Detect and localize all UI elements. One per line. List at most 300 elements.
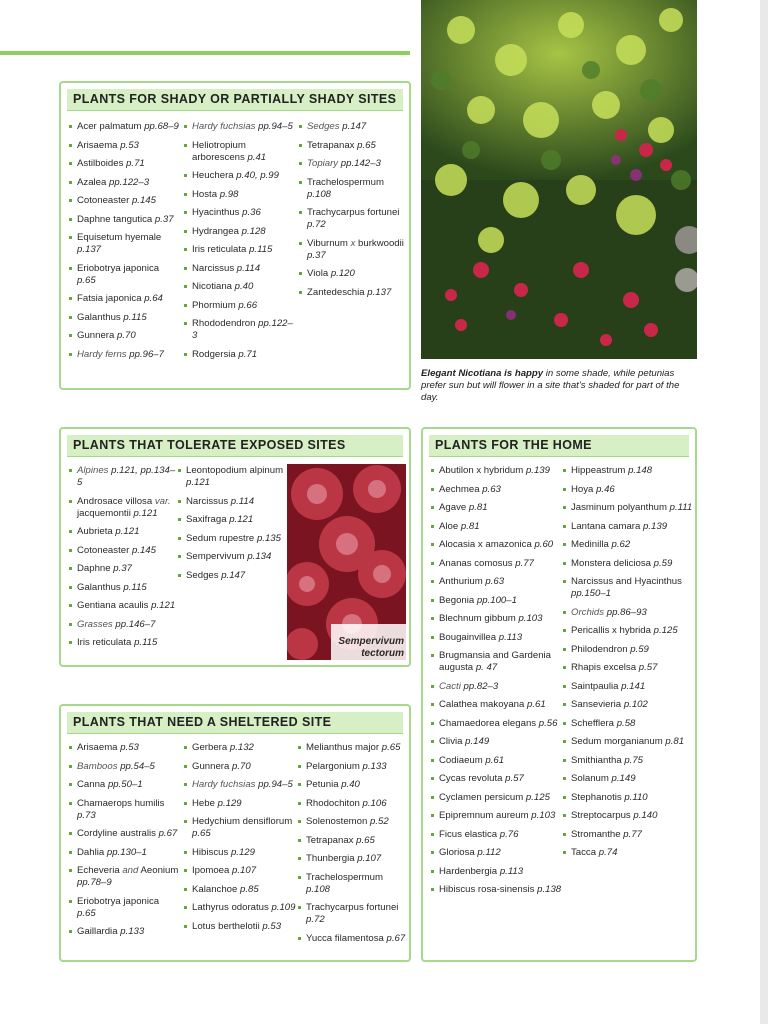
plant-list-item bbox=[562, 607, 694, 619]
plant-name: Heliotropium arborescens bbox=[192, 139, 246, 163]
plant-name: Arisaema bbox=[77, 139, 118, 151]
page-reference: p.141 bbox=[621, 680, 646, 692]
plant-list-item bbox=[68, 214, 180, 226]
plant-list-item bbox=[68, 232, 180, 256]
plant-name: Saxifraga bbox=[186, 514, 227, 525]
plant-list-item bbox=[430, 792, 562, 804]
plant-name-connector: x bbox=[350, 237, 356, 249]
plant-name: Narcissus and Hyacinthus bbox=[571, 576, 682, 587]
page-reference: p.113 bbox=[499, 865, 524, 877]
plant-name: Ficus elastica bbox=[439, 828, 498, 840]
plant-list-item bbox=[430, 632, 562, 644]
plant-name: Trachelospermum bbox=[307, 176, 384, 188]
page-reference: p.125 bbox=[525, 791, 550, 803]
plant-list-item bbox=[68, 465, 180, 489]
page-reference: p.147 bbox=[221, 569, 246, 581]
plant-name: Narcissus bbox=[192, 262, 235, 274]
plant-name: Hardy ferns bbox=[77, 348, 127, 360]
exposed-col-2 bbox=[177, 465, 285, 588]
page-reference: pp.54–5 bbox=[120, 760, 155, 772]
page-reference: p.66 bbox=[238, 299, 258, 311]
page-reference: p.81 bbox=[460, 520, 480, 532]
plant-name: Gunnera bbox=[77, 330, 115, 341]
page-reference: p.46 bbox=[596, 483, 615, 495]
plant-name: Hebe bbox=[192, 797, 215, 809]
plant-name: Cordyline australis bbox=[77, 828, 156, 839]
page-reference: p.72 bbox=[307, 219, 326, 230]
page-reference: p.53 bbox=[120, 742, 139, 753]
page-reference: p.62 bbox=[611, 539, 631, 550]
page-reference: pp.122–3 bbox=[109, 176, 150, 188]
page-reference: pp.86–93 bbox=[606, 606, 647, 618]
plant-name: Anthurium bbox=[439, 576, 483, 587]
plant-name: Blechnum gibbum bbox=[439, 613, 516, 624]
plant-list-item bbox=[430, 484, 562, 496]
plant-list-item bbox=[183, 189, 298, 201]
plant-list-item bbox=[298, 140, 406, 152]
page-reference: p.139 bbox=[643, 520, 668, 532]
page-reference: p.57 bbox=[638, 662, 658, 673]
plant-name: Lantana camara bbox=[571, 520, 641, 532]
plant-name: Hydrangea bbox=[192, 225, 239, 237]
plant-name: Sedum rupestre bbox=[186, 532, 255, 544]
page-reference: p.114 bbox=[236, 262, 261, 274]
sempervivum-photo bbox=[287, 464, 406, 660]
page-reference: p.148 bbox=[628, 465, 653, 476]
plant-list-item bbox=[297, 742, 407, 754]
page-reference: p.102 bbox=[623, 699, 648, 710]
nicotiana-caption bbox=[421, 368, 697, 404]
page-reference: p.109 bbox=[271, 902, 296, 913]
plant-list-item bbox=[183, 798, 296, 810]
page-reference: p.129 bbox=[230, 846, 255, 858]
plant-name: Yucca filamentosa bbox=[306, 932, 384, 944]
home-plants-title: PLANTS FOR THE HOME bbox=[435, 438, 592, 452]
page-reference: p.53 bbox=[120, 139, 139, 151]
plant-name: Alpines bbox=[77, 465, 109, 476]
page-reference: p.103 bbox=[531, 810, 556, 821]
caption-text: in some shade, while petunias prefer sun but will flower in a site that’s shaded for part of the day. bbox=[421, 368, 680, 403]
page-reference: p.56 bbox=[538, 717, 558, 729]
page-reference: p.63 bbox=[482, 483, 501, 495]
page-reference: p.121 bbox=[151, 600, 176, 611]
plant-list-item bbox=[562, 792, 694, 804]
page-reference: p.65 bbox=[356, 834, 375, 846]
page-reference: p.72 bbox=[306, 914, 325, 925]
plant-name: Aechmea bbox=[439, 483, 480, 495]
plant-list-item bbox=[68, 865, 180, 889]
shady-sites-box bbox=[59, 81, 411, 390]
page-reference: p.121, pp.134–5 bbox=[77, 465, 176, 488]
plant-list-item bbox=[68, 330, 180, 342]
plant-list-item bbox=[177, 570, 285, 582]
page-reference: p.57 bbox=[505, 773, 524, 784]
plant-list-item bbox=[562, 465, 694, 477]
plant-list-item bbox=[68, 798, 180, 822]
plant-list-item bbox=[183, 170, 298, 182]
plant-list-item bbox=[68, 847, 180, 859]
page-reference: p.139 bbox=[525, 465, 550, 476]
plant-list-item bbox=[562, 576, 694, 600]
plant-list-item bbox=[430, 755, 562, 767]
plant-name: Trachycarpus fortunei bbox=[306, 902, 399, 913]
plant-list-item bbox=[68, 761, 180, 773]
plant-list-item bbox=[430, 558, 562, 570]
page-reference: p.134 bbox=[247, 551, 272, 562]
plant-name: Lathyrus odoratus bbox=[192, 902, 269, 913]
page-reference: p.108 bbox=[307, 188, 332, 200]
plant-list-item bbox=[297, 933, 407, 945]
plant-list-item bbox=[562, 644, 694, 656]
page-reference: p.120 bbox=[330, 268, 355, 279]
plant-list-item bbox=[183, 847, 296, 859]
plant-name: Kalanchoe bbox=[192, 883, 238, 895]
page-reference: p.36 bbox=[242, 207, 261, 218]
page-reference: p.77 bbox=[515, 557, 534, 569]
plant-name: Petunia bbox=[306, 779, 339, 790]
plant-name: Azalea bbox=[77, 176, 107, 188]
plant-name: Trachelospermum bbox=[306, 871, 383, 883]
shady-col-3 bbox=[298, 121, 406, 305]
plant-name: Echeveria bbox=[77, 865, 120, 876]
plant-name-part: burkwoodii bbox=[358, 237, 404, 249]
plant-list-item bbox=[562, 810, 694, 822]
plant-name: Hippeastrum bbox=[571, 465, 626, 476]
page-reference: pp.100–1 bbox=[476, 594, 517, 606]
page-reference: p.103 bbox=[518, 613, 543, 624]
page-reference: p.71 bbox=[126, 158, 145, 169]
plant-list-item bbox=[68, 140, 180, 152]
page-reference: p.106 bbox=[362, 797, 387, 809]
page-reference: p.67 bbox=[158, 828, 178, 839]
plant-list-item bbox=[430, 502, 562, 514]
nicotiana-image bbox=[421, 0, 697, 359]
plant-list-item bbox=[68, 177, 180, 189]
plant-list-item bbox=[430, 699, 562, 711]
plant-list-item bbox=[177, 496, 285, 508]
plant-name-part: Aeonium bbox=[140, 865, 179, 876]
page-reference: p.65 bbox=[381, 742, 401, 753]
plant-list-item bbox=[430, 576, 562, 588]
plant-name: Cyclamen persicum bbox=[439, 791, 524, 803]
plant-name: Rhododendron bbox=[192, 318, 256, 329]
exposed-sites-box bbox=[59, 427, 411, 667]
plant-list-item bbox=[430, 829, 562, 841]
plant-name: Streptocarpus bbox=[571, 810, 631, 821]
page-reference: p.37 bbox=[154, 213, 174, 225]
plant-list-item bbox=[430, 539, 562, 551]
plant-list-item bbox=[183, 884, 296, 896]
plant-name: Hardy fuchsias bbox=[192, 779, 256, 790]
plant-list-item bbox=[183, 318, 298, 342]
page-reference: pp.142–3 bbox=[340, 158, 381, 169]
page-edge bbox=[760, 0, 768, 1024]
plant-name: Phormium bbox=[192, 299, 236, 311]
plant-list-item bbox=[430, 847, 562, 859]
plant-name: Thunbergia bbox=[306, 853, 355, 864]
sempervivum-label bbox=[338, 636, 404, 660]
plant-name: Astilboides bbox=[77, 158, 124, 169]
page-reference: p.61 bbox=[527, 699, 546, 710]
page-reference: p.111 bbox=[669, 502, 693, 513]
plant-name: Viola bbox=[307, 268, 329, 279]
plant-name: Sedges bbox=[307, 121, 340, 132]
plant-name: Hibiscus bbox=[192, 846, 229, 858]
plant-name: Rhodochiton bbox=[306, 797, 360, 809]
plant-list-item bbox=[562, 681, 694, 693]
plant-name: Hoya bbox=[571, 483, 594, 495]
page-reference: p.145 bbox=[131, 544, 156, 556]
plant-list-item bbox=[297, 853, 407, 865]
page-reference: pp.130–1 bbox=[106, 846, 147, 858]
plant-name: Ananas comosus bbox=[439, 557, 513, 569]
plant-name: Smithiantha bbox=[571, 754, 622, 766]
page-reference: pp.82–3 bbox=[463, 680, 499, 692]
plant-list-item bbox=[297, 835, 407, 847]
plant-list-item bbox=[177, 514, 285, 526]
page-reference: p.73 bbox=[77, 809, 96, 821]
page-reference: pp.50–1 bbox=[107, 779, 143, 790]
page-reference: p.61 bbox=[485, 754, 505, 766]
sheltered-site-header bbox=[67, 712, 403, 734]
plant-name: Stephanotis bbox=[571, 791, 622, 803]
page-reference: p.149 bbox=[465, 736, 490, 747]
plant-list-item bbox=[183, 865, 296, 877]
page-reference: p. 47 bbox=[475, 662, 498, 673]
page-reference: pp.78–9 bbox=[77, 877, 112, 888]
page-reference: p.113 bbox=[498, 631, 523, 643]
plant-list-item bbox=[297, 816, 407, 828]
plant-list-item bbox=[430, 595, 562, 607]
plant-list-item bbox=[430, 736, 562, 748]
plant-name: Gaillardia bbox=[77, 926, 118, 937]
page-reference: p.67 bbox=[386, 932, 406, 944]
page-reference: pp.94–5 bbox=[258, 779, 293, 790]
plant-list-item bbox=[183, 300, 298, 312]
plant-list-item bbox=[562, 699, 694, 711]
plant-list-item bbox=[68, 926, 180, 938]
plant-list-item bbox=[68, 121, 180, 133]
plant-name: Dahlia bbox=[77, 846, 105, 858]
plant-list-item bbox=[562, 539, 694, 551]
plant-list-item bbox=[68, 779, 180, 791]
page-reference: p.112 bbox=[477, 847, 501, 858]
page-reference: p.125 bbox=[653, 625, 678, 636]
plant-name: Pericallis x hybrida bbox=[571, 625, 651, 636]
plant-name: Rhapis excelsa bbox=[571, 662, 637, 673]
plant-name: Sedum morganianum bbox=[571, 736, 663, 747]
sheltered-site-title: PLANTS THAT NEED A SHELTERED SITE bbox=[73, 715, 332, 729]
plant-name: Cycas revoluta bbox=[439, 773, 503, 784]
plant-name: Melianthus major bbox=[306, 742, 380, 753]
plant-name: Hardenbergia bbox=[439, 865, 498, 877]
page-reference: p.65 bbox=[77, 907, 96, 919]
page-reference: p.65 bbox=[77, 274, 96, 286]
page-reference: pp.96–7 bbox=[129, 348, 164, 360]
page-reference: p.59 bbox=[653, 557, 673, 569]
plant-list-item bbox=[68, 637, 180, 649]
plant-name: Orchids bbox=[571, 606, 605, 618]
plant-name: Sedges bbox=[186, 569, 219, 581]
plant-name: Topiary bbox=[307, 158, 339, 169]
plant-name: Canna bbox=[77, 779, 106, 790]
plant-name: Heuchera bbox=[192, 170, 234, 181]
page-reference: p.115 bbox=[123, 581, 147, 593]
page-reference: p.40, p.99 bbox=[236, 170, 279, 181]
plant-name: Bougainvillea bbox=[439, 631, 497, 643]
page-reference: p.128 bbox=[241, 225, 266, 237]
plant-list-item bbox=[183, 779, 296, 791]
page-reference: p.133 bbox=[120, 926, 145, 937]
plant-name: Gentiana acaulis bbox=[77, 600, 149, 611]
plant-name: Leontopodium alpinum bbox=[186, 465, 284, 476]
shady-sites-title: PLANTS FOR SHADY OR PARTIALLY SHADY SITES bbox=[73, 92, 397, 106]
plant-list-item bbox=[562, 484, 694, 496]
home-col-2 bbox=[562, 465, 694, 866]
shady-sites-header bbox=[67, 89, 403, 111]
plant-name: Jasminum polyanthum bbox=[571, 502, 667, 513]
page-reference: p.135 bbox=[256, 532, 281, 544]
page-reference: pp.94–5 bbox=[258, 121, 293, 132]
page-reference: p.37 bbox=[307, 249, 326, 261]
page-reference: p.85 bbox=[240, 883, 259, 895]
plant-name: Bamboos bbox=[77, 760, 118, 772]
page-reference: p.115 bbox=[134, 637, 158, 648]
page-reference: p.140 bbox=[633, 810, 658, 821]
plant-list-item bbox=[430, 521, 562, 533]
page-reference: p.63 bbox=[485, 576, 505, 587]
plant-name: Aloe bbox=[439, 520, 459, 532]
page-reference: p.138 bbox=[537, 884, 562, 895]
plant-name: Hyacinthus bbox=[192, 207, 240, 218]
plant-list-item bbox=[562, 521, 694, 533]
plant-list-item bbox=[68, 600, 180, 612]
page-reference: p.129 bbox=[217, 797, 242, 809]
plant-name: Nicotiana bbox=[192, 281, 232, 292]
plant-list-item bbox=[183, 121, 298, 133]
page-reference: p.40 bbox=[341, 779, 360, 790]
plant-name: Codiaeum bbox=[439, 754, 483, 766]
plant-list-item bbox=[68, 619, 180, 631]
plant-list-item bbox=[562, 829, 694, 841]
plant-name: Chamaerops humilis bbox=[77, 797, 165, 809]
page-reference: pp.68–9 bbox=[144, 121, 179, 132]
page-reference: p.114 bbox=[230, 495, 255, 507]
page-reference: p.115 bbox=[249, 244, 273, 255]
plant-list-item bbox=[298, 287, 406, 299]
plant-name: Tetrapanax bbox=[307, 139, 355, 151]
shady-col-1 bbox=[68, 121, 180, 367]
plant-name: Zantedeschia bbox=[307, 286, 365, 298]
page-reference: p.107 bbox=[232, 865, 257, 876]
plant-list-item bbox=[68, 195, 180, 207]
page-reference: p.108 bbox=[306, 883, 331, 895]
page-reference: p.70 bbox=[232, 760, 251, 772]
page-reference: p.121 bbox=[115, 526, 140, 537]
page-reference: pp.122–3 bbox=[192, 318, 293, 341]
plant-list-item bbox=[430, 810, 562, 822]
plant-name: Ipomoea bbox=[192, 865, 230, 876]
plant-list-item bbox=[68, 545, 180, 557]
plant-name: Epipremnum aureum bbox=[439, 810, 529, 821]
plant-name-part: jacquemontii bbox=[77, 507, 131, 519]
plant-name: Tetrapanax bbox=[306, 834, 354, 846]
sempervivum-label-1: Sempervivum bbox=[338, 636, 404, 647]
plant-name: Iris reticulata bbox=[192, 244, 247, 255]
plant-name: Schefflera bbox=[571, 717, 615, 729]
page-reference: p.121 bbox=[133, 507, 158, 519]
plant-list-item bbox=[298, 121, 406, 133]
plant-list-item bbox=[297, 798, 407, 810]
plant-list-item bbox=[562, 662, 694, 674]
plant-list-item bbox=[183, 349, 298, 361]
plant-list-item bbox=[430, 866, 562, 878]
plant-list-item bbox=[430, 465, 562, 477]
plant-name: Cotoneaster bbox=[77, 544, 130, 556]
plant-list-item bbox=[68, 312, 180, 324]
plant-list-item bbox=[297, 761, 407, 773]
sheltered-site-box bbox=[59, 704, 411, 962]
plant-list-item bbox=[562, 718, 694, 730]
plant-name: Androsace villosa bbox=[77, 495, 153, 507]
page-reference: p.70 bbox=[117, 330, 136, 341]
sheltered-col-2 bbox=[183, 742, 296, 939]
page-reference: p.65 bbox=[357, 139, 376, 151]
plant-name: Iris reticulata bbox=[77, 637, 132, 648]
plant-name: Aubrieta bbox=[77, 526, 113, 537]
plant-list-item bbox=[562, 755, 694, 767]
page-reference: p.110 bbox=[624, 791, 648, 803]
plant-name: Alocasia x amazonica bbox=[439, 539, 532, 550]
page-reference: p.137 bbox=[367, 286, 392, 298]
plant-name: Eriobotrya japonica bbox=[77, 262, 160, 274]
plant-name: Eriobotrya japonica bbox=[77, 895, 160, 907]
plant-list-item bbox=[183, 902, 296, 914]
shady-col-2 bbox=[183, 121, 298, 367]
plant-list-item bbox=[68, 742, 180, 754]
plant-name: Stromanthe bbox=[571, 828, 621, 840]
page-reference: p.98 bbox=[219, 188, 239, 200]
plant-list-item bbox=[430, 650, 562, 674]
plant-name: Philodendron bbox=[571, 643, 628, 655]
plant-name: Galanthus bbox=[77, 581, 121, 593]
plant-name: Agave bbox=[439, 502, 467, 513]
page-reference: p.59 bbox=[630, 643, 649, 655]
plant-list-item bbox=[68, 563, 180, 575]
page-reference: p.121 bbox=[186, 477, 211, 488]
page-reference: p.81 bbox=[665, 736, 685, 747]
plant-name: Pelargonium bbox=[306, 760, 360, 772]
exposed-col-1 bbox=[68, 465, 180, 656]
plant-list-item bbox=[183, 761, 296, 773]
plant-list-item bbox=[562, 847, 694, 859]
page-reference: p.147 bbox=[342, 121, 367, 132]
plant-list-item bbox=[183, 742, 296, 754]
plant-list-item bbox=[68, 158, 180, 170]
plant-list-item bbox=[68, 496, 180, 520]
home-plants-header bbox=[429, 435, 689, 457]
plant-list-item bbox=[430, 681, 562, 693]
sempervivum-image bbox=[287, 464, 406, 660]
plant-list-item bbox=[562, 773, 694, 785]
page-reference: p.52 bbox=[370, 816, 389, 827]
plant-list-item bbox=[183, 281, 298, 293]
page-reference: p.65 bbox=[192, 828, 211, 839]
plant-name: Gunnera bbox=[192, 760, 230, 772]
plant-list-item bbox=[430, 884, 562, 896]
page-reference: p.74 bbox=[598, 847, 618, 858]
page-reference: p.37 bbox=[113, 563, 132, 574]
